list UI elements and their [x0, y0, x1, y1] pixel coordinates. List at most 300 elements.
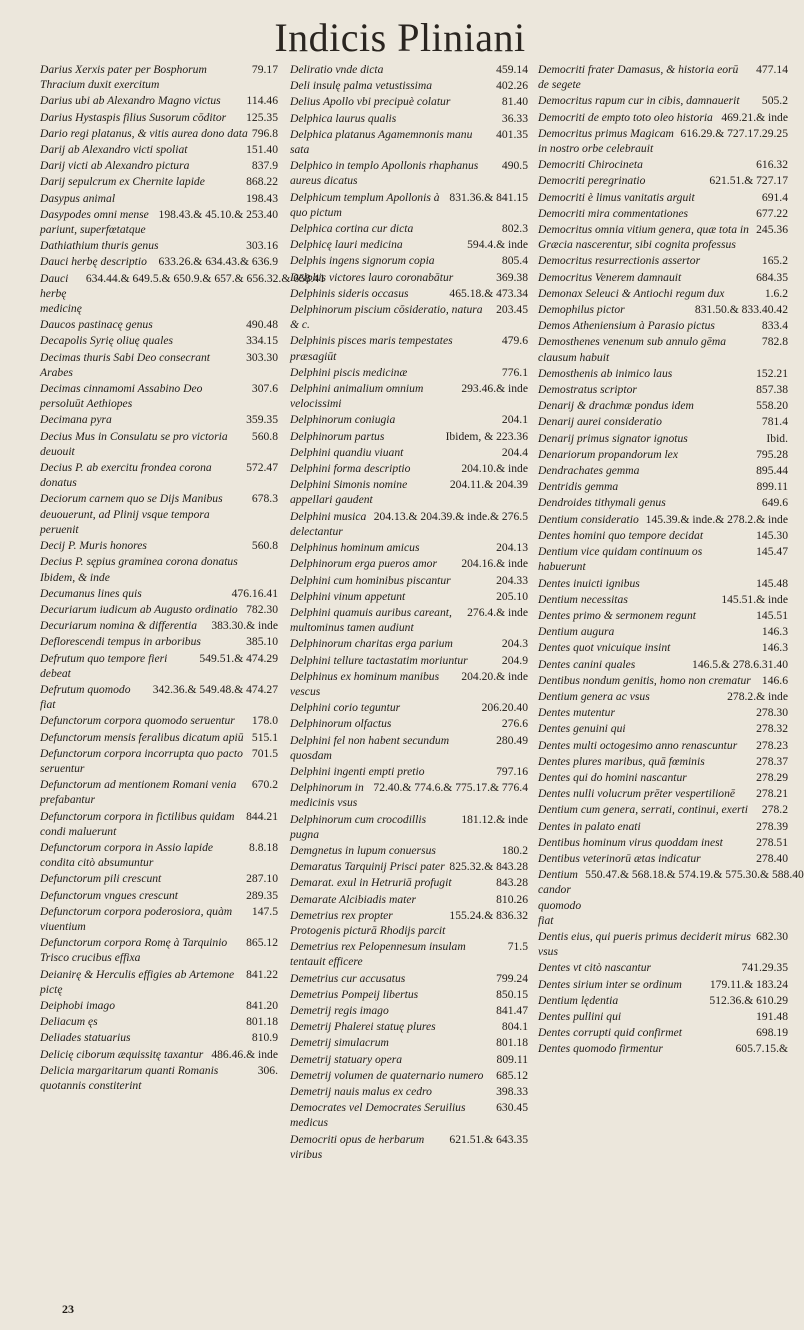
entry-text: Defunctorum mensis feralibus dicatum apiū: [40, 730, 244, 744]
index-entry: [40, 713, 278, 728]
index-entry: [290, 127, 528, 157]
index-entry: [40, 840, 278, 870]
entry-text: Dentium lędentia: [538, 993, 619, 1007]
entry-reference: 145.51.& inde: [721, 592, 788, 606]
entry-reference: 698.19: [756, 1026, 788, 1040]
entry-text: Dentes qui do homini nascantur: [538, 770, 687, 784]
index-entry: [40, 554, 278, 584]
entry-text: Demetrij nauis malus ex cedro: [290, 1085, 432, 1098]
entry-text: Dentes quot vnicuique insint: [538, 641, 671, 655]
index-entry: [538, 253, 788, 268]
entry-text: Demetrij regis imago: [290, 1003, 389, 1017]
index-entry: [40, 998, 278, 1013]
entry-reference: 479.6: [501, 334, 528, 348]
index-entry: [290, 365, 528, 380]
entry-text: Dentes plures maribus, quā fœminis: [538, 754, 705, 768]
index-entry: [290, 700, 528, 715]
entry-reference: 198.43.& 45.10.& 253.40: [158, 207, 278, 221]
entry-text: Delphini musica delectantur: [290, 509, 367, 538]
index-entry: [538, 126, 788, 156]
index-entry: [290, 764, 528, 779]
index-entry: [290, 461, 528, 476]
index-entry: [40, 207, 278, 237]
entry-text: Dentium consideratio: [538, 512, 639, 526]
index-entry: [290, 1132, 528, 1162]
entry-text: Decuriarum nomina & differentia: [40, 619, 198, 633]
index-entry: [40, 62, 278, 92]
entry-text: Democritus primus Magicam in nostro orbe celebrauit: [538, 126, 674, 156]
entry-reference: 802.3: [501, 222, 528, 236]
entry-reference: 868.22: [246, 175, 278, 189]
index-entry: [538, 157, 788, 172]
entry-text: Dentes canini quales: [538, 657, 636, 671]
index-entry: [290, 286, 528, 301]
entry-text: Demetrius Pompeij libertus: [290, 987, 419, 1001]
index-entry: [40, 904, 278, 934]
index-entry: [538, 544, 788, 574]
entry-text: Demetrij statuary opera: [290, 1052, 403, 1066]
entry-reference: 204.13: [496, 541, 528, 555]
entry-text: Dasypodes omni mense pariunt, superfœtatque: [40, 207, 149, 237]
index-entry: [538, 929, 788, 959]
index-entry: [538, 190, 788, 205]
entry-reference: 147.5: [251, 904, 278, 918]
index-entry: [538, 960, 788, 975]
entry-reference: 741.29.35: [741, 961, 788, 975]
entry-reference: 825.32.& 843.28: [449, 860, 528, 874]
entry-text: Demetrius rex Pelopennesum insulam tentauit efficere: [290, 940, 466, 969]
entry-reference: 145.51: [756, 608, 788, 622]
entry-text: Delphinus ex hominum manibus vescus: [290, 669, 440, 698]
entry-reference: 841.47: [496, 1003, 528, 1017]
index-entry: [538, 302, 788, 317]
entry-reference: 206.20.40: [481, 701, 528, 715]
entry-reference: 795.28: [756, 447, 788, 461]
entry-text: Darij sepulcrum ex Chernite lapide: [40, 175, 205, 189]
entry-text: Democriti frater Damasus, & historia eorū de segete: [538, 63, 739, 92]
index-entry: [40, 254, 278, 269]
index-entry: [538, 173, 788, 188]
entry-text: Deflorescendi tempus in arboribus: [40, 635, 201, 649]
entry-text: Delphinorum coniugia: [290, 413, 396, 427]
entry-text: Dentes mutentur: [538, 706, 615, 720]
entry-reference: 278.40: [756, 851, 788, 865]
index-entry: [538, 835, 788, 850]
entry-reference: 165.2: [761, 254, 788, 268]
index-entry: [40, 871, 278, 886]
entry-reference: 616.32: [756, 158, 788, 172]
index-entry: [538, 93, 788, 108]
index-entry: [538, 414, 788, 429]
entry-text: Dentes in palato enati: [538, 819, 641, 833]
entry-reference: 369.38: [496, 270, 528, 284]
entry-text: Demosthenis ab inimico laus: [538, 366, 673, 380]
index-entry: [290, 78, 528, 93]
entry-text: Delphinorum olfactus: [290, 717, 392, 731]
entry-reference: 306.: [257, 1063, 278, 1077]
entry-reference: 303.16: [246, 239, 278, 253]
index-entry: [538, 738, 788, 753]
index-entry: [40, 238, 278, 253]
index-entry: [290, 653, 528, 668]
index-column-left: [40, 62, 326, 1316]
entry-text: Defunctorum corpora Romę à Tarquinio Trisco crucibus effixa: [40, 936, 228, 965]
index-entry: [290, 221, 528, 236]
index-entry: [290, 111, 528, 126]
index-entry: [538, 398, 788, 413]
entry-reference: 831.50.& 833.40.42: [694, 303, 788, 317]
entry-text: Demetrij simulacrum: [290, 1036, 389, 1050]
entry-text: Delphinorum cum crocodillis pugna: [290, 812, 427, 841]
entry-reference: 549.51.& 474.29: [199, 651, 278, 665]
entry-text: Democriti peregrinatio: [538, 174, 646, 188]
entry-text: Defunctorum pili crescunt: [40, 872, 162, 886]
entry-text: Decimas thuris Sabi Deo consecrant Arabes: [40, 350, 211, 379]
entry-reference: 278.32: [756, 722, 788, 736]
entry-text: Democritus Venerem damnauit: [538, 270, 682, 284]
entry-text: Dentis eius, qui pueris primus deciderit mirus vsus: [538, 929, 751, 959]
entry-text: Delphinis pisces maris tempestates præsagiūt: [290, 334, 453, 363]
entry-reference: 178.0: [251, 714, 278, 728]
entry-reference: 837.9: [251, 159, 278, 173]
entry-reference: 505.2: [761, 94, 788, 108]
entry-reference: 152.21: [756, 366, 788, 380]
entry-text: Dentibus veterinorū ætas indicatur: [538, 851, 701, 865]
entry-reference: 204.11.& 204.39: [449, 478, 528, 492]
entry-text: Dentes sirium inter se ordinum: [538, 977, 682, 991]
entry-reference: 560.8: [251, 539, 278, 553]
entry-reference: 155.24.& 836.32: [449, 908, 528, 922]
entry-reference: 181.12.& inde: [461, 812, 528, 826]
entry-reference: 146.3: [761, 641, 788, 655]
entry-text: Democriti de empto toto oleo historia: [538, 110, 713, 124]
entry-reference: 203.45: [496, 303, 528, 317]
index-entry: [538, 110, 788, 125]
index-entry: [290, 556, 528, 571]
entry-text: Dauci herbę medicinę: [40, 271, 82, 316]
entry-reference: 179.11.& 183.24: [709, 977, 788, 991]
entry-text: Dentes quomodo firmentur: [538, 1042, 663, 1056]
entry-reference: 293.46.& inde: [461, 382, 528, 396]
entry-reference: 245.36: [756, 223, 788, 237]
entry-reference: 307.6: [251, 382, 278, 396]
entry-text: Darius Hystaspis filius Susorum cōditor: [40, 110, 227, 124]
entry-text: Darij ab Alexandro victi spoliat: [40, 143, 188, 157]
entry-text: Deliratio vnde dicta: [290, 63, 384, 76]
entry-reference: 383.30.& inde: [211, 619, 278, 633]
entry-reference: 841.20: [246, 998, 278, 1012]
entry-reference: 1.6.2: [764, 286, 788, 300]
index-entry: [538, 689, 788, 704]
entry-reference: 634.44.& 649.5.& 650.9.& 657.& 656.32.& 658.41: [85, 271, 326, 285]
entry-reference: 198.43: [246, 191, 278, 205]
index-entry: [290, 971, 528, 986]
index-entry: [290, 605, 528, 635]
entry-text: Dentium candor quomodo fiat: [538, 868, 582, 927]
entry-text: Dentes nulli volucrum prēter vespertilionē: [538, 787, 736, 801]
entry-text: Dentridis gemma: [538, 480, 619, 494]
entry-reference: 359.35: [246, 413, 278, 427]
entry-reference: 146.3: [761, 625, 788, 639]
entry-reference: 677.22: [756, 206, 788, 220]
index-entry: [538, 463, 788, 478]
entry-text: Demosthenes venenum sub annulo gēma clausum habuit: [538, 335, 727, 364]
entry-reference: 114.46: [246, 94, 278, 108]
index-entry: [290, 1100, 528, 1130]
index-entry: [538, 977, 788, 992]
entry-reference: 151.40: [246, 143, 278, 157]
index-entry: [40, 967, 278, 997]
entry-text: Delphini piscis medicinæ: [290, 365, 408, 379]
entry-text: Dentium cum genera, serrati, continui, exerti: [538, 803, 748, 817]
index-entry: [40, 730, 278, 745]
entry-reference: 459.14: [496, 63, 528, 76]
index-entry: [538, 786, 788, 801]
entry-reference: 685.12: [496, 1068, 528, 1082]
index-entry: [290, 477, 528, 507]
entry-reference: 125.35: [246, 110, 278, 124]
entry-reference: 558.20: [756, 399, 788, 413]
entry-reference: 204.16.& inde: [461, 557, 528, 571]
entry-reference: 191.48: [756, 1009, 788, 1023]
entry-reference: 684.35: [756, 270, 788, 284]
index-entry: [290, 573, 528, 588]
index-entry: [40, 809, 278, 839]
entry-reference: 833.4: [761, 319, 788, 333]
entry-reference: 278.2: [761, 803, 788, 817]
index-entry: [538, 993, 788, 1008]
index-column-middle: [290, 62, 528, 1316]
entry-reference: 805.4: [501, 254, 528, 268]
index-entry: [538, 576, 788, 591]
entry-text: Dentes corrupti quid confirmet: [538, 1026, 682, 1040]
entry-text: Dentium necessitas: [538, 592, 628, 606]
entry-reference: 796.8: [251, 126, 278, 140]
entry-reference: 804.1: [501, 1020, 528, 1034]
index-entry: [538, 608, 788, 623]
entry-reference: 630.45: [496, 1101, 528, 1115]
entry-reference: 678.3: [251, 492, 278, 506]
index-entry: [40, 682, 278, 712]
index-entry: [290, 94, 528, 109]
index-entry: [290, 429, 528, 444]
index-entry: [290, 333, 528, 363]
entry-reference: 782.8: [761, 335, 788, 349]
entry-text: Dentes genuini qui: [538, 722, 626, 736]
entry-text: Denarij primus signator ignotus: [538, 431, 688, 445]
entry-reference: 831.36.& 841.15: [449, 190, 528, 204]
entry-reference: 402.26: [496, 79, 528, 93]
entry-reference: 204.33: [496, 573, 528, 587]
entry-text: Dario regi platanus, & vitis aurea dono data: [40, 126, 248, 140]
index-entry: [40, 271, 326, 317]
entry-reference: 633.26.& 634.43.& 636.9: [158, 255, 278, 269]
page-title: Indicis Pliniani: [274, 15, 526, 60]
entry-reference: 616.29.& 727.17.29.25: [680, 126, 788, 140]
entry-reference: 797.16: [496, 764, 528, 778]
index-entry: [538, 528, 788, 543]
entry-reference: 865.12: [246, 936, 278, 950]
entry-reference: 801.18: [496, 1036, 528, 1050]
entry-text: Decius Mus in Consulatu se pro victoria deuouit: [40, 429, 228, 458]
entry-text: Dentes multi octogesimo anno renascuntur: [538, 738, 738, 752]
entry-text: Demos Atheniensium à Parasio pictus: [538, 319, 715, 333]
entry-reference: 843.28: [496, 876, 528, 890]
entry-text: Dauci herbę descriptio: [40, 255, 147, 269]
entry-reference: 691.4: [761, 190, 788, 204]
entry-text: Demonax Seleuci & Antiochi regum dux: [538, 286, 725, 300]
entry-text: Decij P. Muris honores: [40, 539, 147, 553]
entry-text: Democriti è limus vanitatis arguit: [538, 190, 695, 204]
index-entry: [40, 491, 278, 537]
entry-reference: 276.6: [501, 717, 528, 731]
entry-text: Decapolis Syrię oliuę quales: [40, 334, 173, 348]
entry-text: Democritus resurrectionis assertor: [538, 254, 701, 268]
entry-reference: 278.37: [756, 754, 788, 768]
index-entry: [290, 1003, 528, 1018]
entry-text: Delphinorum charitas erga parium: [290, 637, 453, 651]
entry-reference: 342.36.& 549.48.& 474.27: [152, 682, 278, 696]
index-entry: [538, 640, 788, 655]
entry-text: Decius P. sępius graminea corona donatus Ibidem, & inde: [40, 555, 238, 584]
index-entry: [40, 350, 278, 380]
entry-reference: 594.4.& inde: [467, 238, 528, 252]
entry-text: Demetrij volumen de quaternario numero: [290, 1068, 484, 1082]
entry-text: Dentes homini quo tempore decidat: [538, 528, 704, 542]
index-entry: [40, 126, 278, 141]
entry-text: Delphini cum hominibus piscantur: [290, 573, 451, 587]
index-entry: [290, 636, 528, 651]
entry-text: Darius Xerxis pater per Bosphorum Thracium duxit exercitum: [40, 63, 207, 92]
entry-text: Delphico in templo Apollonis rhaphanus aureus dicatus: [290, 159, 479, 188]
index-entry: [290, 812, 528, 842]
index-entry: [40, 602, 278, 617]
entry-text: Delphinus hominum amicus: [290, 541, 420, 555]
entry-text: Dathiathium thuris genus: [40, 239, 159, 253]
index-entry: [290, 509, 528, 539]
entry-reference: 810.9: [251, 1031, 278, 1045]
entry-text: Delphini fel non habent secundum quosdam: [290, 733, 450, 762]
index-entry: [290, 237, 528, 252]
entry-text: Delphini tellure tactastatim moriuntur: [290, 653, 468, 667]
entry-text: Defunctorum corpora in fictilibus quidam condi maluerunt: [40, 809, 235, 838]
index-entry: [290, 445, 528, 460]
entry-text: Demarate Alcibiadis mater: [290, 892, 417, 906]
entry-reference: 572.47: [246, 461, 278, 475]
entry-text: Delphini forma descriptio: [290, 462, 411, 476]
entry-reference: 278.51: [756, 835, 788, 849]
index-entry: [290, 158, 528, 188]
entry-text: Demaratus Tarquinij Prisci pater: [290, 860, 445, 874]
index-entry: [538, 366, 788, 381]
entry-reference: 278.23: [756, 738, 788, 752]
entry-text: Darius ubi ab Alexandro Magno victus: [40, 94, 221, 108]
index-entry: [538, 802, 788, 817]
entry-text: Deliades statuarius: [40, 1031, 131, 1045]
index-entry: [290, 1019, 528, 1034]
entry-text: Dentes pullini qui: [538, 1009, 622, 1023]
entry-reference: 278.2.& inde: [727, 689, 788, 703]
entry-reference: 476.16.41: [231, 586, 278, 600]
entry-text: Demarat. exul in Hetruriā profugit: [290, 876, 452, 890]
entry-reference: 204.4: [501, 445, 528, 459]
entry-reference: 649.6: [761, 496, 788, 510]
index-entry: [290, 1084, 528, 1099]
entry-reference: 515.1: [251, 730, 278, 744]
entry-text: Delphini Simonis nomine appellari gaudent: [290, 478, 408, 507]
entry-text: Demophilus pictor: [538, 303, 625, 317]
entry-text: Delphicum templum Apollonis à quo pictum: [290, 190, 440, 219]
entry-text: Defunctorum corpora incorrupta quo pacto seruentur: [40, 746, 243, 775]
entry-reference: 276.4.& inde: [467, 605, 528, 619]
entry-reference: 204.1: [501, 413, 528, 427]
entry-text: Delphini animalium omnium velocissimi: [290, 382, 424, 411]
entry-text: Delphis ingens signorum copia: [290, 254, 435, 268]
index-entry: [40, 777, 278, 807]
index-entry: [538, 1009, 788, 1024]
entry-text: Decimana pyra: [40, 413, 112, 427]
entry-text: Delicię ciborum æquissitę taxantur: [40, 1047, 204, 1061]
index-entry: [40, 333, 278, 348]
index-entry: [538, 512, 788, 527]
index-entry: [290, 540, 528, 555]
entry-reference: 204.20.& inde: [461, 669, 528, 683]
entry-text: Dentibus nondum genitis, homo non crematur: [538, 673, 751, 687]
entry-text: Decuriarum iudicum ab Augusto ordinatio: [40, 602, 238, 616]
entry-text: Defunctorum ad mentionem Romani venia prefabantur: [40, 778, 237, 807]
index-entry: [538, 286, 788, 301]
entry-text: Demetrij Phalerei statuę plures: [290, 1020, 436, 1034]
entry-text: Decimas cinnamomi Assabino Deo persoluūt Aethiopes: [40, 382, 203, 411]
index-entry: [290, 908, 528, 938]
entry-text: Dendroides tithymali genus: [538, 496, 666, 510]
entry-text: Delphinorum erga pueros amor: [290, 557, 437, 571]
index-entry: [40, 618, 278, 633]
entry-reference: 145.47: [756, 545, 788, 559]
entry-reference: 79.17: [251, 63, 278, 76]
entry-text: Dasypus animal: [40, 191, 116, 205]
entry-reference: 278.21: [756, 787, 788, 801]
entry-text: Defunctorum corpora in Assio lapide condita citò absumuntur: [40, 840, 214, 870]
entry-reference: 490.48: [246, 318, 278, 332]
index-entry: [538, 206, 788, 221]
entry-reference: 401.35: [496, 127, 528, 141]
index-entry: [40, 1047, 278, 1062]
entry-text: Delphinorum partus: [290, 429, 385, 443]
entry-reference: 145.39.& inde.& 278.2.& inde: [645, 512, 788, 526]
entry-reference: 801.18: [246, 1015, 278, 1029]
entry-reference: Ibid.: [766, 431, 788, 445]
index-entry: [538, 770, 788, 785]
signature-mark: 23: [62, 1302, 74, 1316]
index-entry: [290, 62, 528, 77]
entry-text: Denariorum propandorum lex: [538, 447, 678, 461]
entry-reference: 850.15: [496, 987, 528, 1001]
entry-reference: 146.6: [761, 673, 788, 687]
entry-reference: 398.33: [496, 1085, 528, 1098]
entry-text: Democriti Chirocineta: [538, 158, 643, 172]
entry-reference: 289.35: [246, 888, 278, 902]
entry-text: Democritus rapum cur in cibis, damnauerit: [538, 94, 740, 108]
entry-text: Dendrachates gemma: [538, 464, 640, 478]
entry-reference: 701.5: [251, 746, 278, 760]
index-entry: [40, 142, 278, 157]
index-entry: [290, 270, 528, 285]
index-entry: [290, 843, 528, 858]
entry-text: Deliacum ęs: [40, 1015, 98, 1029]
entry-reference: 36.33: [501, 111, 528, 125]
index-entry: [40, 651, 278, 681]
